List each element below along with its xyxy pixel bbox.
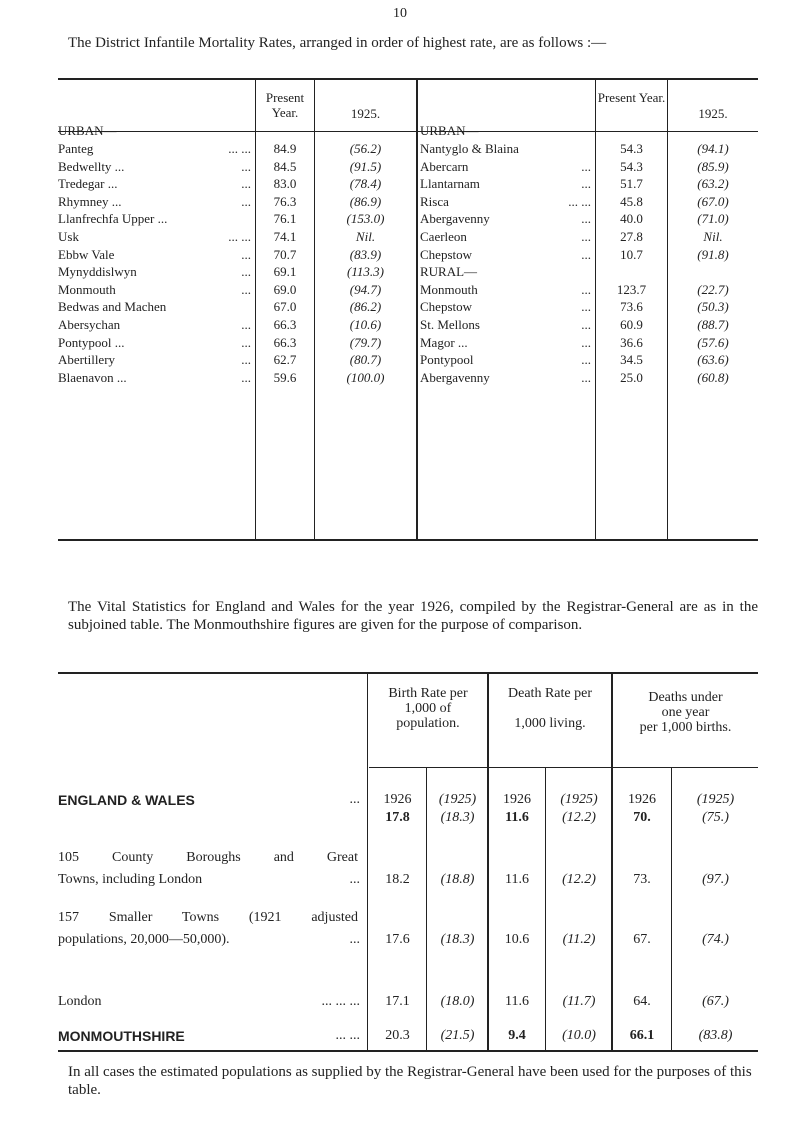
- death-rate-1926: 1926: [503, 792, 531, 807]
- infant-deaths-value: 70.: [633, 810, 651, 825]
- vital-statistics-table: [58, 672, 758, 1052]
- leader-dots: ...: [241, 352, 251, 368]
- table1-header-rule: [58, 131, 758, 132]
- death-rate-1925: (11.2): [562, 932, 596, 947]
- present-year-rate: 60.9: [620, 317, 643, 332]
- rate-1925: (10.6): [349, 317, 382, 332]
- leader-dots: ...: [581, 369, 591, 385]
- present-year-rate: 123.7: [616, 281, 647, 297]
- present-year-rate: 70.7: [273, 246, 297, 262]
- present-year-rate: 69.1: [273, 264, 297, 280]
- leader-dots: ... ...: [335, 1028, 360, 1043]
- present-year-rate: 76.1: [273, 211, 297, 227]
- intro-paragraph: The District Infantile Mortality Rates, arranged in order of highest rate, are as follows :—: [68, 35, 607, 51]
- page-number: 10: [393, 6, 407, 21]
- vital-statistics-paragraph: The Vital Statistics for England and Wales for the year 1926, compiled by the Registrar-General are as in the subjoined table. The Monmouthshire figures are given for the purpose of comparison.: [68, 599, 758, 633]
- present-year-rate: 74.1: [273, 229, 297, 244]
- row-label: 105 County Boroughs and Great: [58, 850, 358, 865]
- leader-dots: ...: [241, 369, 251, 385]
- row-label: 157 Smaller Towns (1921 adjusted: [58, 910, 358, 925]
- infant-deaths-1925: (83.8): [698, 1028, 733, 1043]
- present-year-rate: 10.7: [620, 246, 643, 262]
- rate-1925: (78.4): [349, 176, 382, 192]
- birth-rate-value: 17.8: [385, 810, 410, 825]
- district-name: Pontypool: [420, 352, 474, 368]
- leader-dots: ...: [241, 264, 251, 280]
- district-name: Mynyddislwyn: [58, 264, 137, 280]
- rate-1925: (50.3): [697, 299, 729, 315]
- rate-1925: (83.9): [349, 246, 382, 262]
- leader-dots: ... ...: [228, 141, 251, 156]
- birth-rate-1926: 20.3: [385, 1028, 410, 1043]
- birth-rate-1925: (18.3): [440, 932, 475, 947]
- infant-deaths-prev-value: (75.): [702, 810, 729, 825]
- leader-dots: ...: [241, 176, 251, 192]
- birth-header-line-3: population.: [396, 716, 460, 731]
- district-name: Chepstow: [420, 246, 472, 262]
- table2-top-rule: [58, 672, 758, 674]
- row-label: MONMOUTHSHIRE: [58, 1028, 185, 1044]
- header-1925-left: 1925.: [350, 106, 381, 121]
- infant-deaths-1926: 73.: [633, 872, 651, 887]
- table2-vrule-4: [545, 767, 546, 1052]
- leader-dots: ...: [581, 317, 591, 332]
- death-rate-1926: 11.6: [505, 872, 529, 887]
- table2-vrule-6: [671, 767, 672, 1052]
- leader-dots: ...: [581, 229, 591, 244]
- rate-1925: Nil.: [703, 229, 723, 244]
- leader-dots: ... ...: [568, 193, 591, 209]
- district-name: Caerleon: [420, 229, 467, 244]
- rate-1925: (94.1): [697, 141, 729, 156]
- district-name: Usk: [58, 229, 79, 244]
- leader-dots: ...: [241, 246, 251, 262]
- rate-1925: (86.9): [349, 193, 382, 209]
- row-label: populations, 20,000—50,000).: [58, 932, 230, 947]
- district-name: Chepstow: [420, 299, 472, 315]
- present-year-rate: 84.9: [273, 141, 297, 156]
- rate-1925: (60.8): [697, 369, 729, 385]
- birth-header-line-1: Birth Rate per: [388, 686, 468, 701]
- death-rate-prev-value: (12.2): [562, 810, 596, 825]
- birth-header-line-2: 1,000 of: [404, 701, 452, 716]
- birth-subheader-rule: [369, 767, 487, 768]
- section-urban-left: URBAN—: [58, 123, 117, 138]
- birth-rate-1926: 17.6: [385, 932, 410, 947]
- district-name: Panteg: [58, 141, 94, 156]
- leader-dots: ...: [349, 872, 360, 887]
- birth-rate-1925: (18.8): [440, 872, 475, 887]
- present-year-rate: 54.3: [620, 141, 643, 156]
- section-urban-right: URBAN—: [420, 123, 479, 138]
- footnote-paragraph: In all cases the estimated populations as supplied by the Registrar-General have been used for the purposes of this table.: [68, 1064, 752, 1098]
- present-year-rate: 25.0: [620, 369, 643, 385]
- infant-deaths-1925: (74.): [702, 932, 729, 947]
- header-1925-right: 1925.: [698, 106, 728, 121]
- table1-top-rule: [58, 78, 758, 80]
- rate-1925: (113.3): [347, 264, 384, 280]
- district-name: Ebbw Vale: [58, 246, 115, 262]
- leader-dots: ...: [349, 932, 360, 947]
- death-rate-1926: 9.4: [508, 1028, 526, 1043]
- district-name: Magor ...: [420, 334, 468, 350]
- birth-rate-header: [369, 686, 487, 731]
- infant-deaths-1925: (67.): [702, 994, 729, 1009]
- leader-dots: ...: [581, 352, 591, 368]
- infant-deaths-1926: 66.1: [629, 1028, 655, 1043]
- present-year-rate: 69.0: [273, 281, 297, 297]
- rate-1925: (80.7): [349, 352, 382, 368]
- district-name: Risca: [420, 193, 449, 209]
- leader-dots: ...: [581, 211, 591, 227]
- rate-1925: (63.2): [697, 176, 729, 192]
- present-year-rate: 34.5: [620, 352, 643, 368]
- death-header-line-1: Death Rate per: [508, 686, 592, 701]
- rate-1925: (56.2): [349, 141, 382, 156]
- rate-1925: (86.2): [349, 299, 382, 315]
- district-name: Llanfrechfa Upper ...: [58, 211, 168, 227]
- district-name: Pontypool ...: [58, 334, 125, 350]
- infant-deaths-header: [613, 690, 758, 735]
- present-year-rate: 83.0: [273, 176, 297, 192]
- district-name: Abertillery: [58, 352, 116, 368]
- death-rate-1926: 11.6: [505, 994, 529, 1009]
- district-name: Bedwellty ...: [58, 158, 125, 174]
- infant-subheader-rule: [613, 767, 758, 768]
- district-name: Tredegar ...: [58, 176, 118, 192]
- leader-dots: ...: [241, 281, 251, 297]
- leader-dots: ...: [349, 792, 360, 807]
- rate-1925: (94.7): [349, 281, 382, 297]
- birth-rate-1926: 1926: [383, 792, 412, 807]
- leader-dots: ...: [241, 317, 251, 332]
- section-rural: RURAL—: [420, 264, 478, 280]
- district-name: Monmouth: [420, 281, 478, 297]
- present-year-rate: 66.3: [273, 334, 297, 350]
- leader-dots: ...: [241, 193, 251, 209]
- present-year-rate: 27.8: [620, 229, 643, 244]
- infant-deaths-1925: (97.): [702, 872, 729, 887]
- district-name: Abergavenny: [420, 211, 490, 227]
- death-subheader-rule: [489, 767, 611, 768]
- district-name: Blaenavon ...: [58, 369, 127, 385]
- present-year-rate: 84.5: [273, 158, 297, 174]
- death-rate-1925: (1925): [560, 792, 598, 807]
- district-name: Abergavenny: [420, 369, 490, 385]
- leader-dots: ...: [241, 158, 251, 174]
- infant-mortality-table: [58, 78, 758, 541]
- present-year-rate: 36.6: [620, 334, 643, 350]
- district-name: Bedwas and Machen: [58, 299, 167, 315]
- rate-1925: (153.0): [346, 211, 385, 227]
- rate-1925: Nil.: [355, 229, 376, 244]
- rate-1925: (71.0): [697, 211, 729, 227]
- present-year-rate: 59.6: [273, 369, 297, 385]
- rate-1925: (91.8): [697, 246, 729, 262]
- leader-dots: ... ...: [228, 229, 251, 244]
- birth-rate-prev-value: (18.3): [440, 810, 475, 825]
- district-name: Abercarn: [420, 158, 469, 174]
- present-year-rate: 67.0: [273, 299, 297, 315]
- district-name: St. Mellons: [420, 317, 480, 332]
- infant-deaths-1926: 1926: [628, 792, 656, 807]
- district-name: Abersychan: [58, 317, 121, 332]
- table1-bottom-rule: [58, 539, 758, 541]
- present-year-rate: 45.8: [620, 193, 643, 209]
- infant-header-line-1: Deaths under: [648, 690, 723, 705]
- district-name: Nantyglo & Blaina: [420, 141, 519, 156]
- death-rate-value: 11.6: [505, 810, 529, 825]
- death-rate-1926: 10.6: [504, 932, 530, 947]
- death-rate-1925: (11.7): [562, 994, 596, 1009]
- leader-dots: ...: [241, 334, 251, 350]
- present-year-rate: 51.7: [620, 176, 643, 192]
- present-year-rate: 66.3: [273, 317, 297, 332]
- rate-1925: (79.7): [349, 334, 382, 350]
- header-present-year-left: Present Year.: [265, 90, 305, 120]
- row-label: London: [58, 994, 102, 1009]
- leader-dots: ...: [581, 246, 591, 262]
- infant-deaths-1926: 64.: [633, 994, 651, 1009]
- infant-header-line-2: one year: [661, 705, 710, 720]
- infant-deaths-1926: 67.: [633, 932, 651, 947]
- rate-1925: (91.5): [349, 158, 382, 174]
- table2-vrule-2: [426, 767, 427, 1052]
- infant-deaths-1925: (1925): [696, 792, 735, 807]
- district-name: Llantarnam: [420, 176, 480, 192]
- infant-header-line-3: per 1,000 births.: [639, 720, 732, 735]
- birth-rate-1925: (18.0): [440, 994, 475, 1009]
- rate-1925: (63.6): [697, 352, 729, 368]
- death-rate-header: [489, 686, 611, 731]
- present-year-rate: 62.7: [273, 352, 297, 368]
- district-name: Monmouth: [58, 281, 116, 297]
- leader-dots: ...: [581, 176, 591, 192]
- death-rate-1925: (12.2): [562, 872, 596, 887]
- header-present-year-right: Present Year.: [597, 90, 666, 105]
- birth-rate-1925: (21.5): [440, 1028, 475, 1043]
- district-name: Rhymney ...: [58, 193, 122, 209]
- leader-dots: ...: [581, 158, 591, 174]
- death-header-line-2: 1,000 living.: [514, 716, 586, 731]
- leader-dots: ... ... ...: [321, 994, 360, 1009]
- rate-1925: (67.0): [697, 193, 729, 209]
- present-year-rate: 54.3: [620, 158, 643, 174]
- birth-rate-1925: (1925): [438, 792, 477, 807]
- death-rate-1925: (10.0): [562, 1028, 596, 1043]
- rate-1925: (100.0): [346, 369, 385, 385]
- leader-dots: ...: [581, 299, 591, 315]
- rate-1925: (22.7): [697, 281, 729, 297]
- leader-dots: ...: [581, 281, 591, 297]
- table2-vrule-1: [367, 672, 368, 1052]
- birth-rate-1926: 18.2: [385, 872, 410, 887]
- rate-1925: (85.9): [697, 158, 729, 174]
- birth-rate-1926: 17.1: [385, 994, 410, 1009]
- rate-1925: (57.6): [697, 334, 729, 350]
- present-year-rate: 73.6: [620, 299, 643, 315]
- present-year-rate: 40.0: [620, 211, 643, 227]
- row-label: Towns, including London: [58, 872, 203, 887]
- leader-dots: ...: [581, 334, 591, 350]
- table1-vrule-3: [416, 78, 418, 541]
- present-year-rate: 76.3: [273, 193, 297, 209]
- row-label: ENGLAND & WALES: [58, 792, 195, 808]
- table2-bottom-rule: [58, 1050, 758, 1052]
- rate-1925: (88.7): [697, 317, 729, 332]
